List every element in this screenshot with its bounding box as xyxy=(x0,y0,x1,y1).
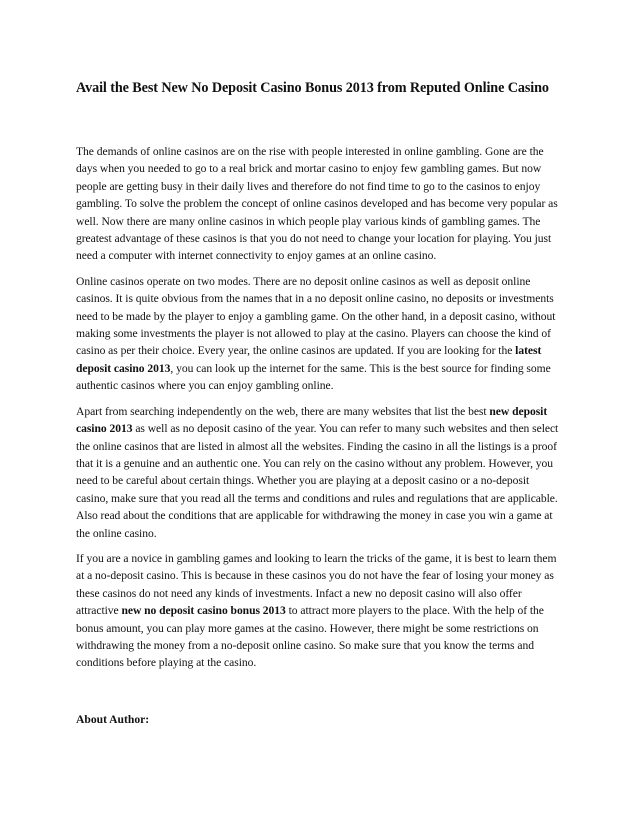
paragraph-2 xyxy=(76,273,564,395)
paragraph-2-text-start: Online casinos operate on two modes. There are no deposit online casinos as well as deposit online casinos. It is quite obvious from the names that in a no deposit online casino, no deposits or investments need to be made by the player to enjoy a gambling game. On the other hand, in a deposit casino, without making some investments the player is not allowed to play at the casino. Players can choose the kind of casino as per their choice. Every year, the online casinos are updated. If you are looking for the xyxy=(76,274,556,358)
paragraph-2-text-end: , you can look up the internet for the same. This is the best source for finding some authentic casinos where you can enjoy gambling online. xyxy=(76,361,551,393)
paragraph-1 xyxy=(76,143,564,265)
paragraph-3-text-start: Apart from searching independently on the web, there are many websites that list the best xyxy=(76,404,490,418)
paragraph-3-text-end: as well as no deposit casino of the year. You can refer to many such websites and then select the online casinos that are listed in almost all the websites. Finding the casino in all the listings is a proof that it is a genuine and an authentic one. You can rely on the casino without any problem. However, you need to be careful about certain things. Whether you are playing at a deposit casino or a no-deposit casino, make sure that you read all the terms and conditions and rules and regulations that are applicable. Also read about the conditions that are applicable for withdrawing the money in case you win a game at the online casino. xyxy=(76,422,559,540)
paragraph-1-text: The demands of online casinos are on the rise with people interested in online gambling. Gone are the days when you needed to go to a real brick and mortar casino to enjoy few gambling games. But now people are getting busy in their daily lives and therefore do not find time to go to the casinos to enjoy gambling. To solve the problem the concept of online casinos developed and has become very popular as well. Now there are many online casinos in which people play various kinds of gambling games. The greatest advantage of these casinos is that you do not need to change your location for playing. You just need a computer with internet connectivity to enjoy games at an online casino. xyxy=(76,145,558,263)
paragraph-3 xyxy=(76,403,564,542)
paragraph-4-text-start: If you are a novice in gambling games and looking to learn the tricks of the game, it is best to learn them at a no-deposit casino. This is because in these casinos you do not have the fear of losing your money as these casinos do not need any kinds of investments. Infact a new no deposit casino will also offer attractive xyxy=(76,551,557,618)
document-body xyxy=(76,143,564,672)
keyword-new-deposit-casino: new deposit casino 2013 xyxy=(76,404,548,436)
paragraph-4-text-end: to attract more players to the place. With the help of the bonus amount, you can play more games at the casino. However, there might be some restrictions on withdrawing the money from a no-deposit online casino. So make sure that you know the terms and conditions before playing at the casino. xyxy=(76,604,544,670)
paragraph-4 xyxy=(76,550,564,672)
document-title: Avail the Best New No Deposit Casino Bonus 2013 from Reputed Online Casino xyxy=(76,80,549,96)
keyword-latest-deposit-casino: latest deposit casino 2013 xyxy=(76,344,542,375)
keyword-no-deposit-bonus: new no deposit casino bonus 2013 xyxy=(121,604,286,618)
document-content xyxy=(76,78,564,728)
about-author-heading: About Author: xyxy=(76,712,150,726)
